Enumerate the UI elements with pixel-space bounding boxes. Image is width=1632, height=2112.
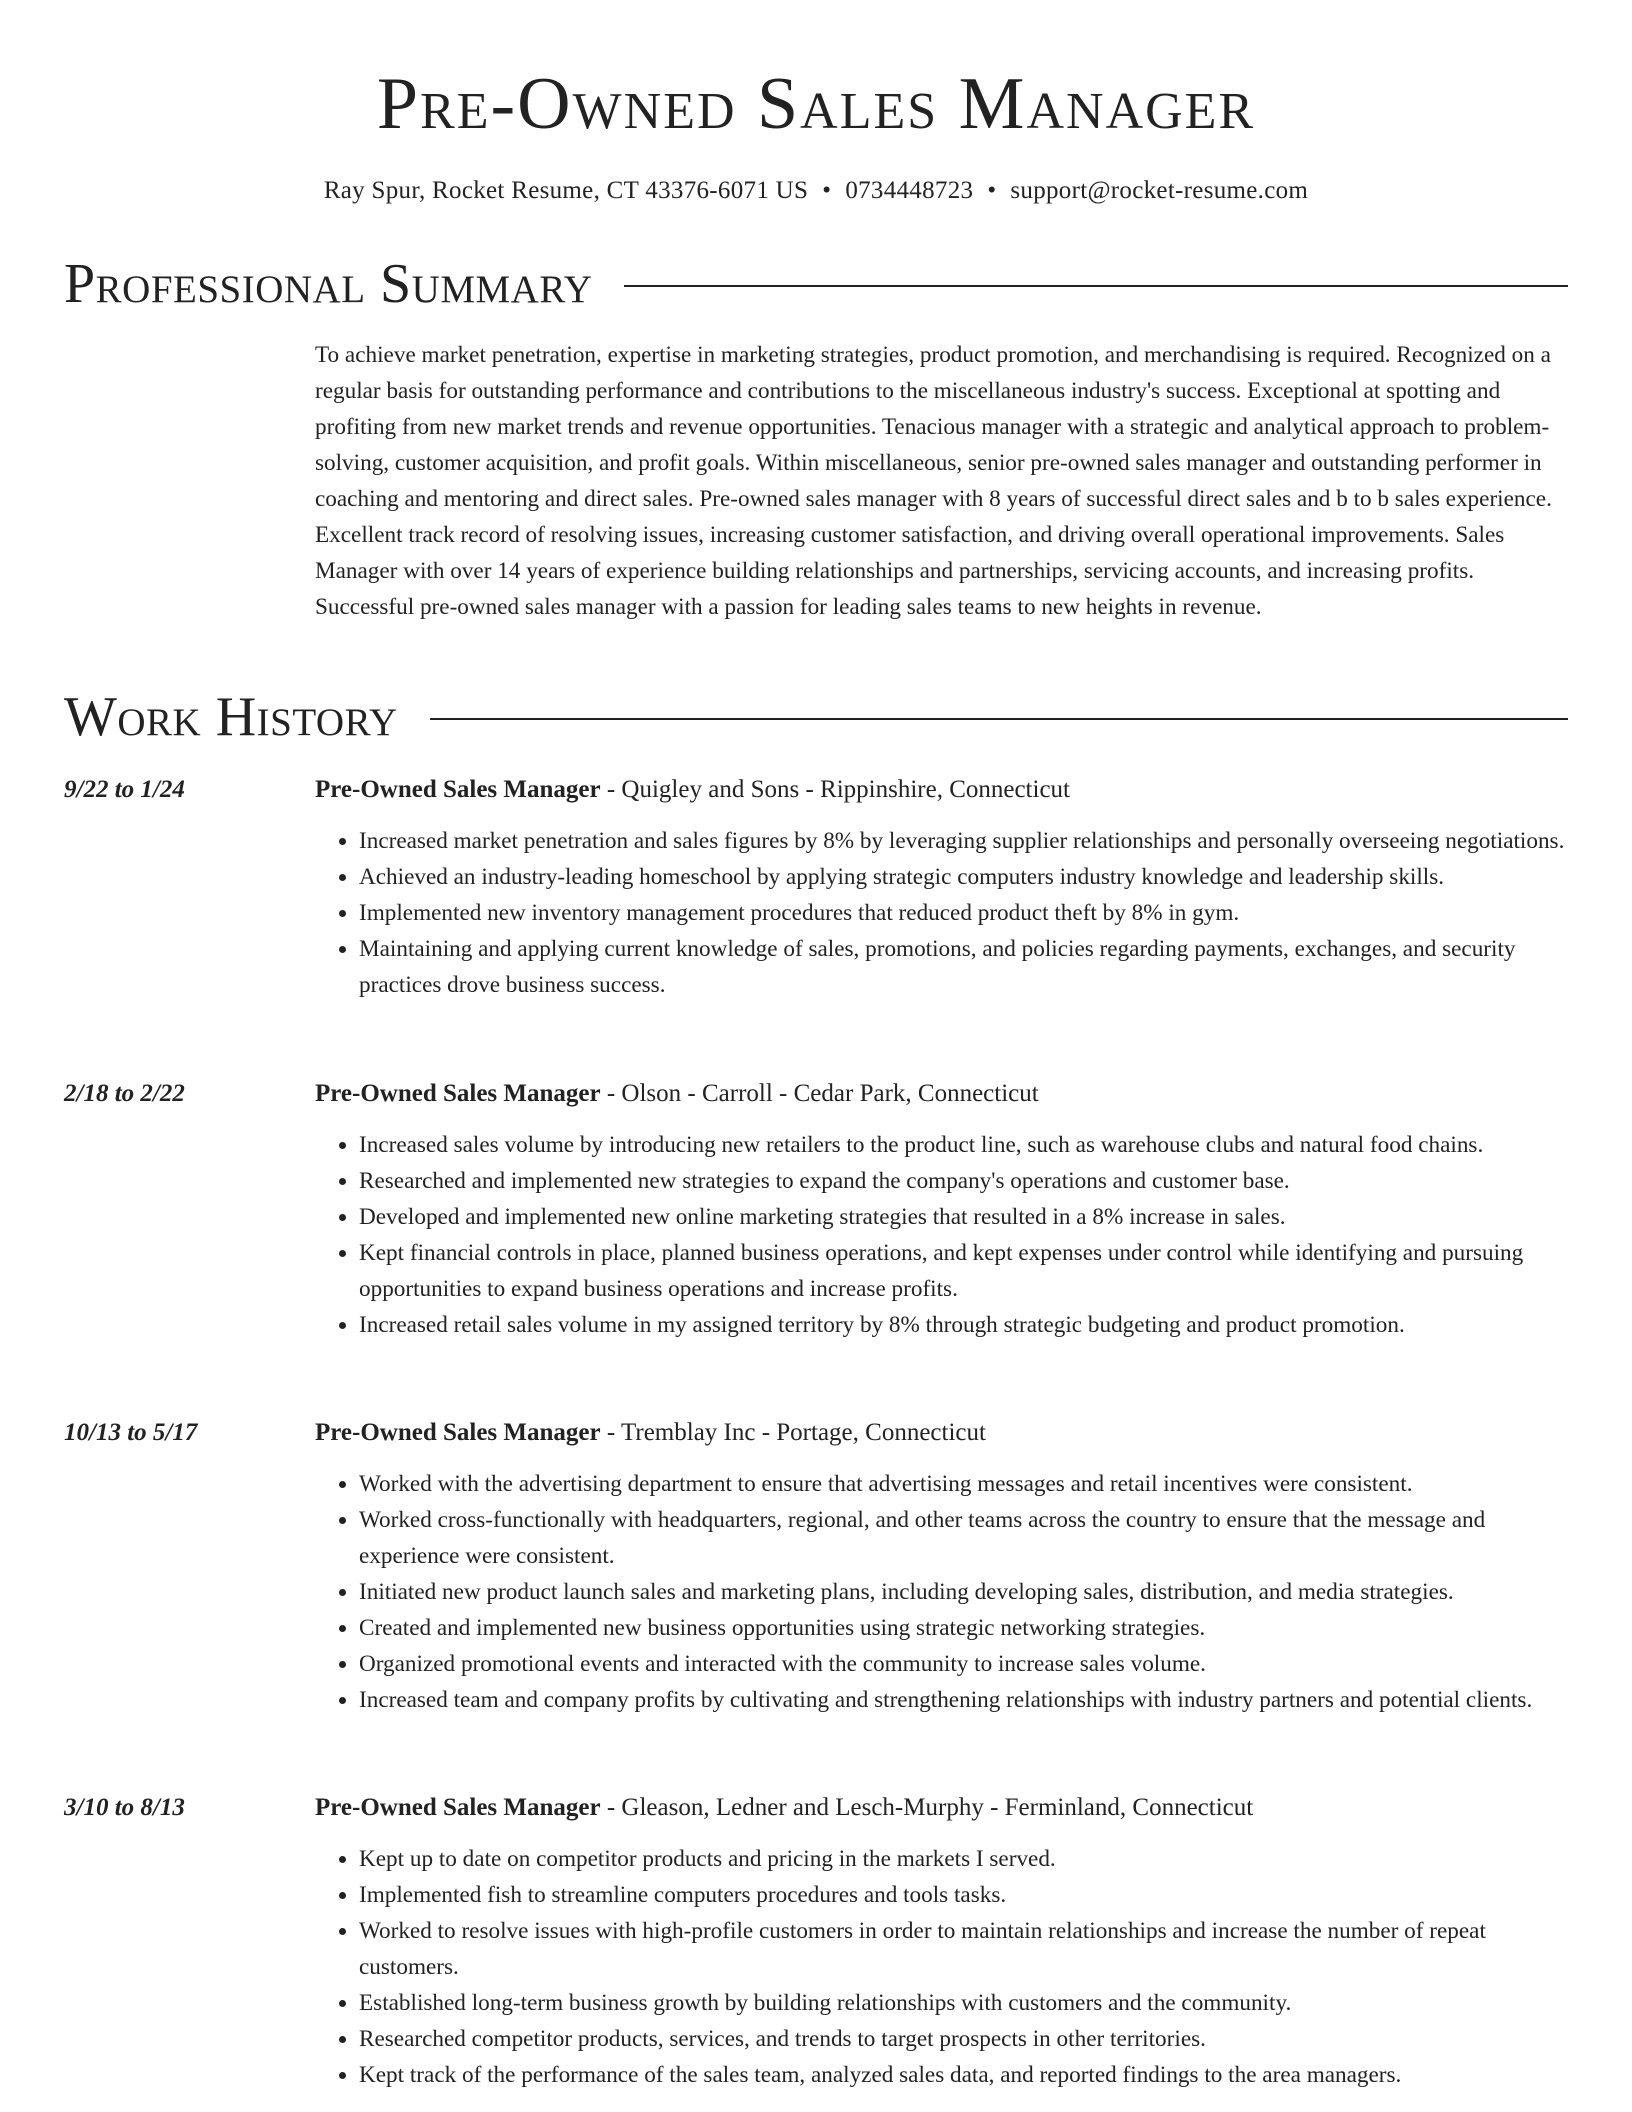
job-dates: 10/13 to 5/17	[64, 1419, 198, 1446]
resume-title: Pre-Owned Sales Manager	[376, 63, 1256, 145]
job-bullet: • Initiated new product launch sales and marketing plans, including developing sales, distribution, and media strategies.	[359, 1574, 1568, 1610]
job-title-line	[315, 1077, 1039, 1111]
section-divider	[624, 285, 1568, 287]
job-bullet: • Kept up to date on competitor products and pricing in the markets I served.	[359, 1841, 1568, 1877]
job-title: Pre-Owned Sales Manager	[315, 1794, 601, 1821]
job-bullet: • Organized promotional events and interacted with the community to increase sales volume.	[359, 1646, 1568, 1682]
job-header	[64, 773, 1568, 807]
work-history-heading: Work History	[64, 686, 398, 748]
job-bullet: • Established long-term business growth by building relationships with customers and the community.	[359, 1985, 1568, 2021]
contact-line	[0, 174, 1632, 208]
job-header	[64, 1416, 1568, 1450]
job-details: - Olson - Carroll - Cedar Park, Connecticut	[600, 1080, 1039, 1107]
job-bullet: • Implemented fish to streamline computers procedures and tools tasks.	[359, 1877, 1568, 1913]
job-bullet: • Worked cross-functionally with headquarters, regional, and other teams across the country to ensure that the message and experience were consistent.	[359, 1502, 1568, 1574]
contact-separator: •	[822, 177, 832, 204]
job-dates: 9/22 to 1/24	[64, 776, 185, 803]
job-bullets	[315, 1127, 1568, 1343]
job-bullet: • Worked to resolve issues with high-profile customers in order to maintain relationships and increase the number of repeat customers.	[359, 1913, 1568, 1985]
job-entry	[64, 1791, 1568, 2093]
job-bullets	[315, 1466, 1568, 1718]
job-details: - Tremblay Inc - Portage, Connecticut	[600, 1419, 986, 1446]
job-dates: 3/10 to 8/13	[64, 1794, 185, 1821]
summary-text: To achieve market penetration, expertise in marketing strategies, product promotion, and merchandising is required. Recognized on a regular basis for outstanding performance and contributions to the miscellaneous industry's success. Exceptional at spotting and profiting from new market trends and revenue opportunities. Tenacious manager with a strategic and analytical approach to problem-solving, customer acquisition, and profit goals. Within miscellaneous, senior pre-owned sales manager and outstanding performer in coaching and mentoring and direct sales. Pre-owned sales manager with 8 years of successful direct sales and b to b sales experience. Excellent track record of resolving issues, increasing customer satisfaction, and driving overall operational improvements. Sales Manager with over 14 years of experience building relationships and partnerships, servicing accounts, and increasing profits. Successful pre-owned sales manager with a passion for leading sales teams to new heights in revenue.	[315, 342, 1552, 620]
job-bullet: • Researched and implemented new strategies to expand the company's operations and customer base.	[359, 1163, 1568, 1199]
job-bullet: • Achieved an industry-leading homeschool by applying strategic computers industry knowledge and leadership skills.	[359, 859, 1568, 895]
job-bullets	[315, 823, 1568, 1003]
contact-separator: •	[987, 177, 997, 204]
job-title: Pre-Owned Sales Manager	[315, 1419, 601, 1446]
job-header	[64, 1077, 1568, 1111]
job-bullet: • Worked with the advertising department to ensure that advertising messages and retail incentives were consistent.	[359, 1466, 1568, 1502]
job-bullet: • Increased team and company profits by cultivating and strengthening relationships with industry partners and potential clients.	[359, 1682, 1568, 1718]
job-title-line	[315, 1791, 1253, 1825]
job-entry	[64, 1077, 1568, 1343]
job-title-line	[315, 773, 1070, 807]
job-entry	[64, 1416, 1568, 1718]
job-title: Pre-Owned Sales Manager	[315, 776, 601, 803]
job-bullet: • Maintaining and applying current knowledge of sales, promotions, and policies regarding payments, exchanges, and security practices drove business success.	[359, 931, 1568, 1003]
job-details: - Quigley and Sons - Rippinshire, Connecticut	[600, 776, 1070, 803]
job-bullet: • Kept financial controls in place, planned business operations, and kept expenses under control while identifying and pursuing opportunities to expand business operations and increase profits.	[359, 1235, 1568, 1307]
job-bullet: • Researched competitor products, services, and trends to target prospects in other territories.	[359, 2021, 1568, 2057]
job-bullet: • Increased retail sales volume in my assigned territory by 8% through strategic budgeting and product promotion.	[359, 1307, 1568, 1343]
contact-phone: 0734448723	[845, 177, 974, 204]
summary-heading: Professional Summary	[64, 253, 593, 315]
job-bullet: • Created and implemented new business opportunities using strategic networking strategies.	[359, 1610, 1568, 1646]
job-details: - Gleason, Ledner and Lesch-Murphy - Ferminland, Connecticut	[600, 1794, 1254, 1821]
job-header	[64, 1791, 1568, 1825]
section-divider	[430, 718, 1568, 720]
work-history-section-header	[64, 685, 1568, 749]
job-bullet: • Increased market penetration and sales figures by 8% by leveraging supplier relationships and personally overseeing negotiations.	[359, 823, 1568, 859]
job-dates: 2/18 to 2/22	[64, 1080, 185, 1107]
job-entry	[64, 773, 1568, 1003]
job-bullet: • Increased sales volume by introducing new retailers to the product line, such as warehouse clubs and natural food chains.	[359, 1127, 1568, 1163]
contact-email: support@rocket-resume.com	[1010, 177, 1309, 204]
job-bullets	[315, 1841, 1568, 2093]
job-bullet: • Developed and implemented new online marketing strategies that resulted in a 8% increase in sales.	[359, 1199, 1568, 1235]
contact-address: Ray Spur, Rocket Resume, CT 43376-6071 US	[323, 177, 809, 204]
summary-section-header	[64, 252, 1568, 316]
job-title-line	[315, 1416, 986, 1450]
job-title: Pre-Owned Sales Manager	[315, 1080, 601, 1107]
job-bullet: • Implemented new inventory management procedures that reduced product theft by 8% in gym.	[359, 895, 1568, 931]
job-bullet: • Kept track of the performance of the sales team, analyzed sales data, and reported findings to the area managers.	[359, 2057, 1568, 2093]
